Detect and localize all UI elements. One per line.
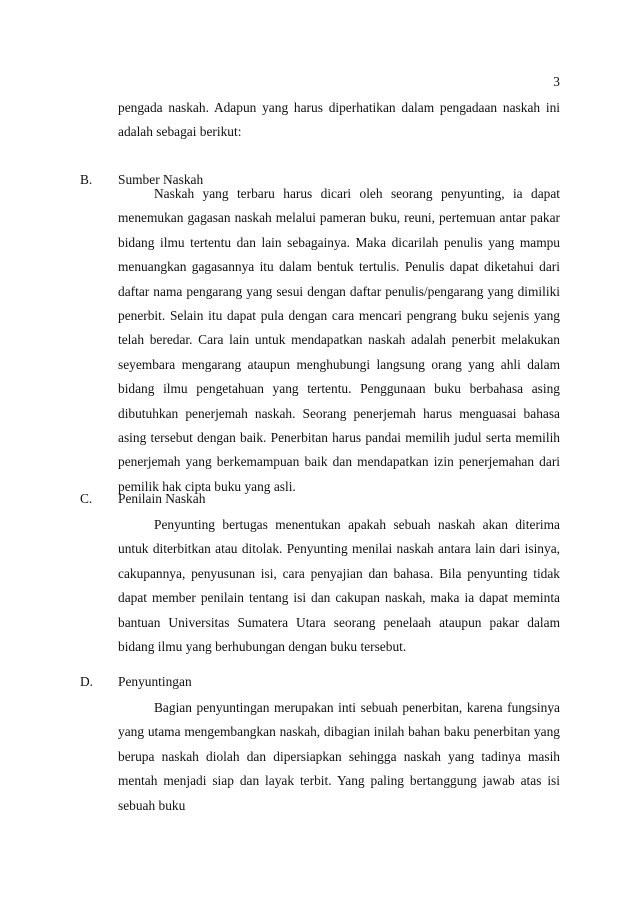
section-d-letter: D. [80, 674, 94, 689]
section-c-body [118, 513, 560, 659]
section-d-title: Penyuntingan [118, 674, 192, 689]
section-b-body [118, 182, 560, 499]
section-b-letter: B. [80, 172, 93, 187]
intro-paragraph-block [118, 96, 560, 145]
section-c-letter: C. [80, 491, 93, 506]
page-number: 3 [553, 74, 560, 89]
section-c-heading [80, 489, 205, 509]
section-c-title: Penilain Naskah [118, 491, 206, 506]
section-b-paragraph: Naskah yang terbaru harus dicari oleh seorang penyunting, ia dapat menemukan gagasan naskah melalui pameran buku, reuni, pertemuan antar pakar bidang ilmu tertentu dan lain sebagainya. Maka dicarilah penulis yang mampu menuangkan gagasannya itu dalam bentuk tertulis. Penulis dapat diketahui dari daftar nama pengarang yang sesui dengan daftar penulis/pengarang yang dimiliki penerbit. Selain itu dapat pula dengan cara mencari pengrang buku sejenis yang telah beredar. Cara lain untuk mendapatkan naskah adalah penerbit melakukan seyembara mengarang ataupun menghubungi langsung orang yang ahli dalam bidang ilmu pengetahuan yang tertentu. Penggunaan buku berbahasa asing dibutuhkan penerjemah naskah. Seorang penerjemah harus menguasai bahasa asing tersebut dengan baik. Penerbitan harus pandai memilih judul serta memilih penerjemah yang berkemampuan baik dan mendapatkan izin penerjemahan dari pemilik hak cipta buku yang asli. [118, 186, 560, 494]
section-c-paragraph: Penyunting bertugas menentukan apakah sebuah naskah akan diterima untuk diterbitkan atau ditolak. Penyunting menilai naskah antara lain dari isinya, cakupannya, penyusunan isi, cara penyajian dan bahasa. Bila penyunting tidak dapat member penilain tentang isi dan cakupan naskah, maka ia dapat meminta bantuan Universitas Sumatera Utara seorang penelaah ataupun pakar dalam bidang ilmu yang berhubungan dengan buku tersebut. [118, 517, 560, 655]
section-b-title: Sumber Naskah [118, 172, 204, 187]
section-d-body [118, 696, 560, 818]
intro-paragraph: pengada naskah. Adapun yang harus diperhatikan dalam pengadaan naskah ini adalah sebagai berikut: [118, 100, 560, 140]
section-d-paragraph: Bagian penyuntingan merupakan inti sebuah penerbitan, karena fungsinya yang utama mengembangkan naskah, dibagian inilah bahan baku penerbitan yang berupa naskah diolah dan dipersiapkan sehingga naskah yang tadinya masih mentah menjadi siap dan layak terbit. Yang paling bertanggung jawab atas isi sebuah buku [118, 700, 560, 813]
section-d-heading [80, 672, 192, 692]
